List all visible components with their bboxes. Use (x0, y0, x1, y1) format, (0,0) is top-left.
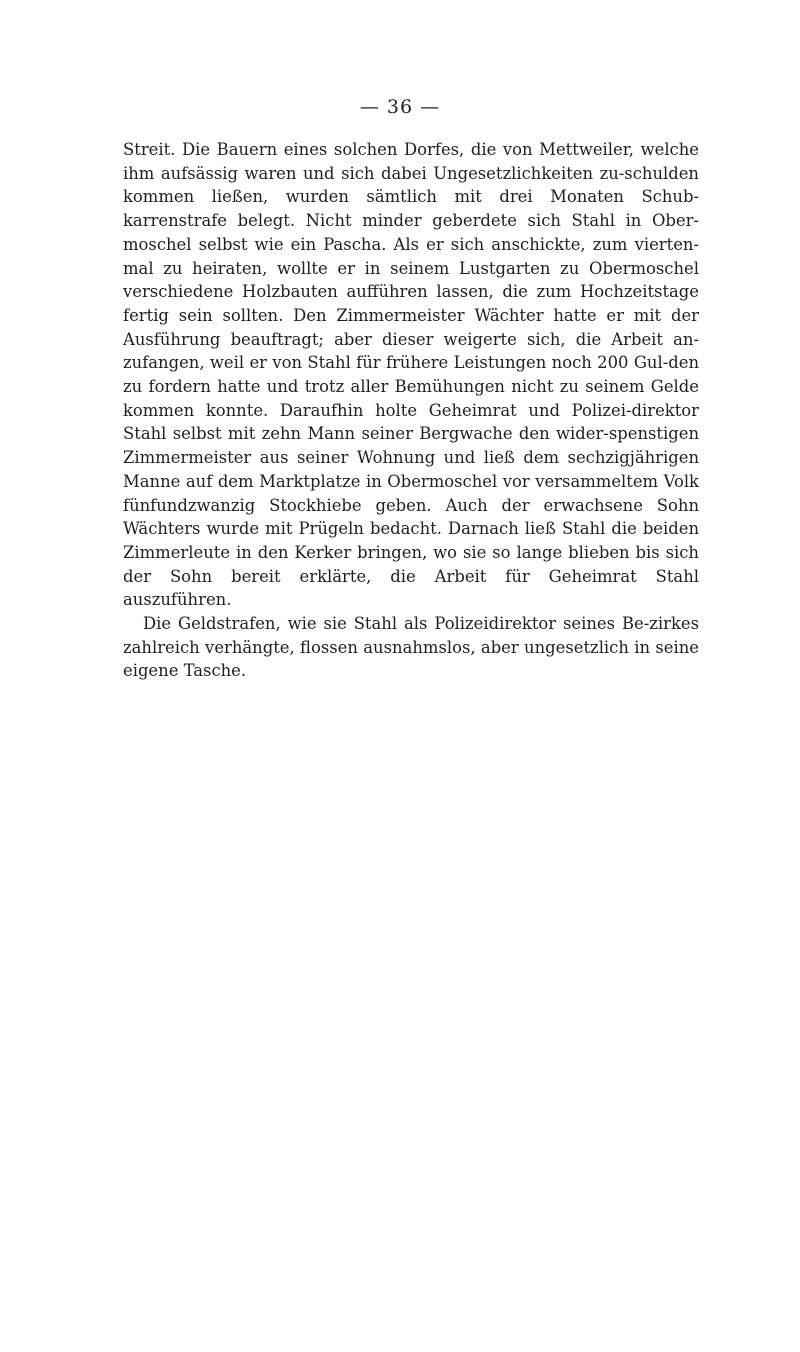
paragraph: Streit. Die Bauern eines solchen Dorfes, die von Mettweiler, welche ihm aufsässig waren und sich dabei Ungesetzlichkeiten zu-schulden kommen ließen, wurden sämtlich mit drei Monaten Schub-karrenstrafe belegt. Nicht minder geberdete sich Stahl in Ober-moschel selbst wie ein Pascha. Als er sich anschickte, zum vierten-mal zu heiraten, wollte er in seinem Lustgarten zu Obermoschel verschiedene Holzbauten aufführen lassen, die zum Hochzeitstage fertig sein sollten. Den Zimmermeister Wächter hatte er mit der Ausführung beauftragt; aber dieser weigerte sich, die Arbeit an-zufangen, weil er von Stahl für frühere Leistungen noch 200 Gul-den zu fordern hatte und trotz aller Bemühungen nicht zu seinem Gelde kommen konnte. Daraufhin holte Geheimrat und Polizei-direktor Stahl selbst mit zehn Mann seiner Bergwache den wider-spenstigen Zimmermeister aus seiner Wohnung und ließ dem sechzigjährigen Manne auf dem Marktplatze in Obermoschel vor versammeltem Volk fünfundzwanzig Stockhiebe geben. Auch der erwachsene Sohn Wächters wurde mit Prügeln bedacht. Darnach ließ Stahl die beiden Zimmerleute in den Kerker bringen, wo sie so lange blieben bis sich der Sohn bereit erklärte, die Arbeit für Geheimrat Stahl auszuführen. (123, 140, 699, 610)
paragraph: Die Geldstrafen, wie sie Stahl als Polizeidirektor seines Be-zirkes zahlreich verhängte, flossen ausnahmslos, aber ungesetzlich in seine eigene Tasche. (123, 614, 699, 681)
body-text (123, 138, 699, 683)
page-number: — 36 — (359, 96, 441, 118)
